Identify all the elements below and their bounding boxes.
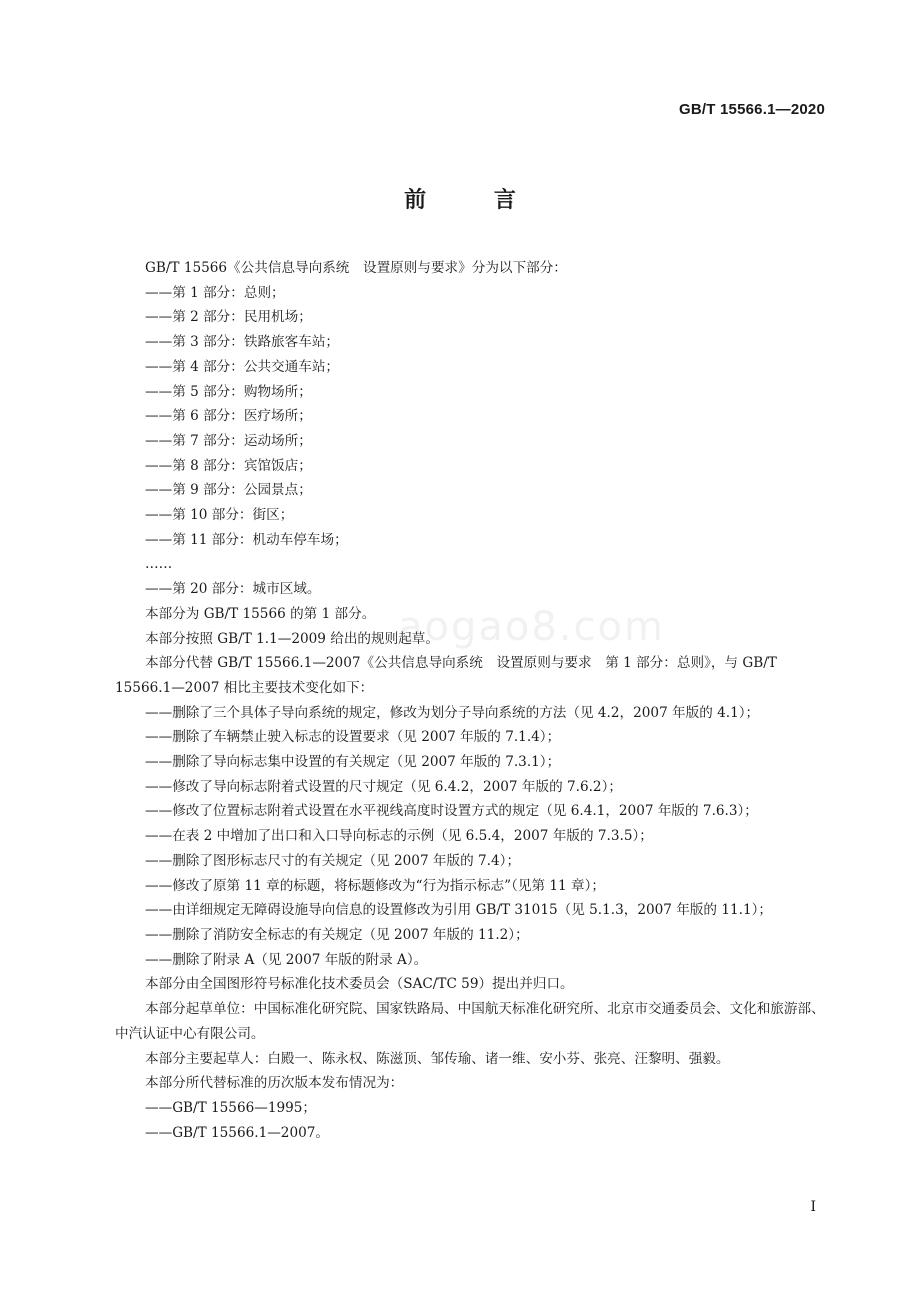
list-item: ——第 20 部分：城市区域。 bbox=[145, 581, 321, 598]
list-item: ——第 4 部分：公共交通车站； bbox=[145, 358, 340, 375]
list-item: ——第 7 部分：运动场所； bbox=[145, 432, 312, 449]
list-item: ——删除了三个具体子导向系统的规定，修改为划分子导向系统的方法（见 4.2，2007 年版的 4.1）； bbox=[145, 704, 760, 721]
list-item: ——第 9 部分：公园景点； bbox=[145, 482, 312, 499]
list-item: ——第 11 部分：机动车停车场； bbox=[145, 531, 348, 548]
page-title: 前 言 bbox=[404, 188, 546, 213]
replaces-paragraph: 本部分代替 GB/T 15566.1—2007《公共信息导向系统 设置原则与要求 第 1 部分：总则》，与 GB/T 15566.1—2007 相比主要技术变化如下： bbox=[115, 655, 777, 696]
standard-code: GB/T 15566.1—2020 bbox=[679, 101, 825, 118]
list-item: ——第 1 部分：总则； bbox=[145, 284, 285, 301]
list-item: ——第 8 部分：宾馆饭店； bbox=[145, 457, 312, 474]
list-item: ——第 3 部分：铁路旅客车站； bbox=[145, 334, 340, 351]
proposed-by: 本部分由全国图形符号标准化技术委员会（SAC/TC 59）提出并归口。 bbox=[145, 976, 574, 993]
watermark: aogao8.com bbox=[398, 604, 665, 650]
list-item: ——删除了车辆禁止驶入标志的设置要求（见 2007 年版的 7.1.4）； bbox=[145, 729, 561, 746]
list-item: ——第 5 部分：购物场所； bbox=[145, 383, 312, 400]
parts-list bbox=[115, 281, 835, 553]
page-number: I bbox=[810, 1199, 816, 1215]
list-item: ——删除了附录 A（见 2007 年版的附录 A）。 bbox=[145, 951, 428, 968]
part-note: 本部分为 GB/T 15566 的第 1 部分。 bbox=[145, 605, 376, 622]
list-item: ——由详细规定无障碍设施导向信息的设置修改为引用 GB/T 31015（见 5.1.3，2007 年版的 11.1）； bbox=[145, 902, 772, 919]
drafting-units: 本部分起草单位：中国标准化研究院、国家铁路局、中国航天标准化研究所、北京市交通委员会、文化和旅游部、中汽认证中心有限公司。 bbox=[115, 1001, 825, 1042]
list-item: ——第 2 部分：民用机场； bbox=[145, 309, 312, 326]
list-item: ——修改了导向标志附着式设置的尺寸规定（见 6.4.2，2007 年版的 7.6.2）； bbox=[145, 778, 622, 795]
list-item: ——第 6 部分：医疗场所； bbox=[145, 408, 312, 425]
list-item: ——修改了位置标志附着式设置在水平视线高度时设置方式的规定（见 6.4.1，2007 年版的 7.6.3）； bbox=[145, 803, 758, 820]
list-item: ——GB/T 15566.1—2007。 bbox=[145, 1124, 330, 1141]
intro-paragraph: GB/T 15566《公共信息导向系统 设置原则与要求》分为以下部分： bbox=[145, 260, 567, 276]
changes-list bbox=[115, 701, 835, 973]
list-item: ——删除了导向标志集中设置的有关规定（见 2007 年版的 7.3.1）； bbox=[145, 754, 561, 771]
list-item: ——第 10 部分：街区； bbox=[145, 507, 294, 524]
history-intro: 本部分所代替标准的历次版本发布情况为： bbox=[145, 1075, 404, 1092]
foreword-body bbox=[115, 256, 835, 1145]
drafters: 本部分主要起草人：白殿一、陈永权、陈滋顶、邹传瑜、诸一维、安小芬、张亮、汪黎明、强毅。 bbox=[145, 1050, 730, 1067]
drafting-rule: 本部分按照 GB/T 1.1—2009 给出的规则起草。 bbox=[145, 630, 439, 647]
ellipsis: …… bbox=[145, 556, 173, 573]
history-list bbox=[115, 1096, 835, 1145]
list-item: ——删除了图形标志尺寸的有关规定（见 2007 年版的 7.4）； bbox=[145, 852, 521, 869]
list-item: ——GB/T 15566—1995； bbox=[145, 1099, 317, 1116]
list-item: ——修改了原第 11 章的标题，将标题修改为“行为指示标志”（见第 11 章）； bbox=[145, 877, 605, 894]
list-item: ——在表 2 中增加了出口和入口导向标志的示例（见 6.5.4，2007 年版的 7.3.5）； bbox=[145, 828, 653, 845]
list-item: ——删除了消防安全标志的有关规定（见 2007 年版的 11.2）； bbox=[145, 926, 529, 943]
